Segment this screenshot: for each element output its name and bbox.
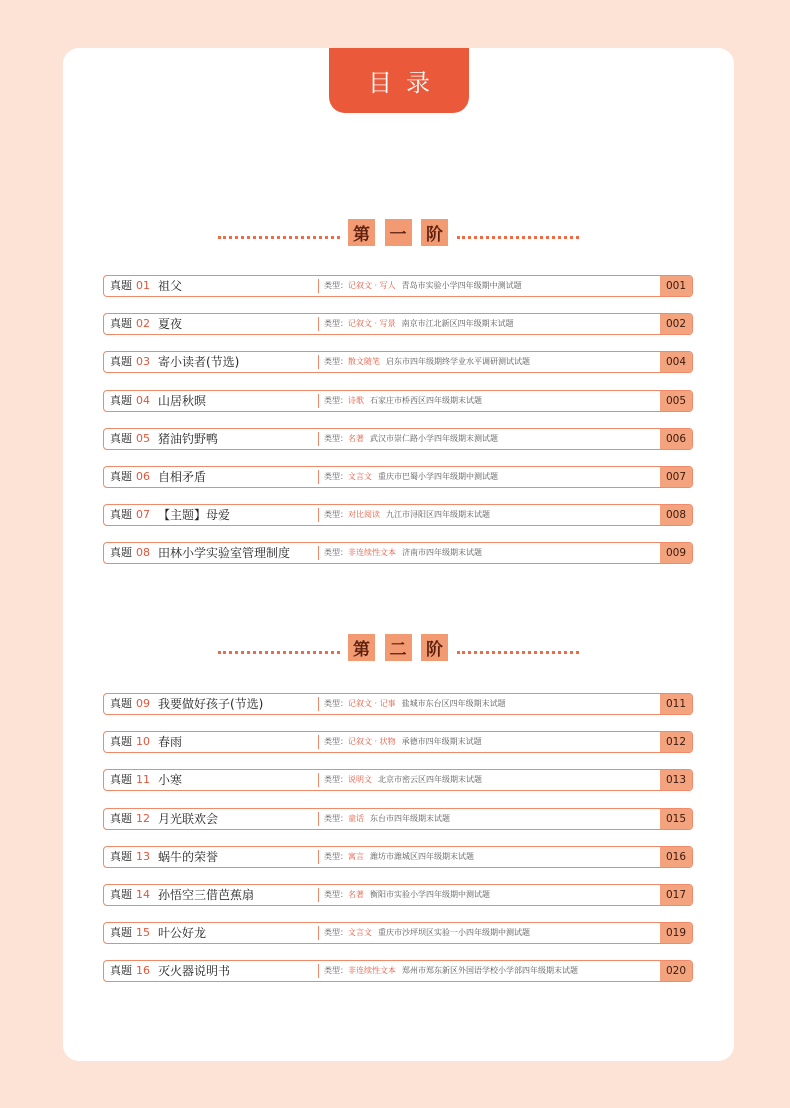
entry-label <box>110 847 150 867</box>
entry-label <box>110 467 150 487</box>
section-title-char: 一 <box>385 219 412 246</box>
entry-separator <box>318 355 319 369</box>
entry-type-prefix: 类型： <box>324 434 348 443</box>
entry-page-number: 019 <box>660 923 692 943</box>
entry-meta <box>324 732 482 752</box>
entry-label-text: 真题 <box>110 888 132 901</box>
entry-type: 非连续性文本 <box>348 966 396 975</box>
entry-number: 04 <box>136 394 150 407</box>
entry-source: 启东市四年级期终学业水平调研测试试题 <box>386 357 530 366</box>
toc-entry[interactable] <box>103 542 693 564</box>
entry-number: 11 <box>136 773 150 786</box>
page-title: 目录 <box>329 48 469 113</box>
entry-page-number: 007 <box>660 467 692 487</box>
entry-type: 诗歌 <box>348 396 364 405</box>
entry-source: 九江市浔阳区四年级期末试题 <box>386 510 490 519</box>
entry-source: 衡阳市实验小学四年级期中测试题 <box>370 890 490 899</box>
entry-label <box>110 961 150 981</box>
entry-type: 文言文 <box>348 928 372 937</box>
entry-separator <box>318 888 319 902</box>
entry-type: 记叙文 · 写人 <box>348 281 396 290</box>
entry-title: 灭火器说明书 <box>158 964 231 978</box>
entry-separator <box>318 735 319 749</box>
entry-type: 文言文 <box>348 472 372 481</box>
entry-type-prefix: 类型： <box>324 319 348 328</box>
entry-page-number: 016 <box>660 847 692 867</box>
entry-label <box>110 352 150 372</box>
entry-label <box>110 694 150 714</box>
entry-title: 猪油钓野鸭 <box>158 432 219 446</box>
entry-title: 叶公好龙 <box>158 926 207 940</box>
entry-number: 01 <box>136 279 150 292</box>
toc-entry[interactable] <box>103 351 693 373</box>
entry-type-prefix: 类型： <box>324 281 348 290</box>
entry-source: 青岛市实验小学四年级期中测试题 <box>401 281 522 290</box>
toc-entry[interactable] <box>103 731 693 753</box>
entry-number: 13 <box>136 850 150 863</box>
entry-page-number: 005 <box>660 391 692 411</box>
entry-type: 说明文 <box>348 775 372 784</box>
entry-source: 郑州市郑东新区外国语学校小学部四年级期末试题 <box>402 966 578 975</box>
entry-type-prefix: 类型： <box>324 814 348 823</box>
entry-type: 记叙文 · 写景 <box>348 319 396 328</box>
entry-type: 名著 <box>348 434 364 443</box>
entry-page-number: 004 <box>660 352 692 372</box>
section-title <box>348 630 448 666</box>
toc-entry[interactable] <box>103 884 693 906</box>
entry-type-prefix: 类型： <box>324 548 348 557</box>
entry-type: 记叙文 · 记事 <box>348 699 396 708</box>
entry-separator <box>318 697 319 711</box>
entry-label <box>110 391 150 411</box>
toc-entry[interactable] <box>103 504 693 526</box>
entry-source: 东台市四年级期末试题 <box>370 814 450 823</box>
entry-page-number: 020 <box>660 961 692 981</box>
section-title-char: 阶 <box>421 219 448 246</box>
entry-source: 武汉市崇仁路小学四年级期末测试题 <box>370 434 498 443</box>
entry-number: 09 <box>136 697 150 710</box>
entry-label-text: 真题 <box>110 470 132 483</box>
entry-title: 自相矛盾 <box>158 470 207 484</box>
dotted-divider-right <box>457 236 579 239</box>
entry-type-prefix: 类型： <box>324 699 348 708</box>
entry-title: 寄小读者(节选) <box>158 355 240 369</box>
entry-page-number: 002 <box>660 314 692 334</box>
entry-number: 14 <box>136 888 150 901</box>
entry-number: 05 <box>136 432 150 445</box>
entry-source: 北京市密云区四年级期末试题 <box>378 775 482 784</box>
entry-source: 重庆市沙坪坝区实验一小四年级期中测试题 <box>378 928 530 937</box>
entry-label-text: 真题 <box>110 850 132 863</box>
entry-label-text: 真题 <box>110 697 132 710</box>
entry-number: 02 <box>136 317 150 330</box>
entry-source: 盐城市东台区四年级期末试题 <box>401 699 506 708</box>
entry-meta <box>324 847 474 867</box>
entry-number: 16 <box>136 964 150 977</box>
entry-type-prefix: 类型： <box>324 472 348 481</box>
entry-meta <box>324 961 578 981</box>
entry-type-prefix: 类型： <box>324 737 348 746</box>
entry-separator <box>318 546 319 560</box>
toc-entry[interactable] <box>103 960 693 982</box>
entry-type-prefix: 类型： <box>324 357 348 366</box>
entry-label-text: 真题 <box>110 735 132 748</box>
entry-title: 小寒 <box>158 773 183 787</box>
section-title-char: 阶 <box>421 634 448 661</box>
entry-type: 记叙文 · 状物 <box>348 737 396 746</box>
toc-entry[interactable] <box>103 846 693 868</box>
toc-entry[interactable] <box>103 922 693 944</box>
toc-entry[interactable] <box>103 693 693 715</box>
entry-label <box>110 770 150 790</box>
dotted-divider-left <box>218 236 340 239</box>
section-title-char: 第 <box>348 634 375 661</box>
entry-label <box>110 732 150 752</box>
entry-type: 童话 <box>348 814 364 823</box>
entry-page-number: 009 <box>660 543 692 563</box>
entry-meta <box>324 505 490 525</box>
entry-meta <box>324 885 490 905</box>
toc-entry[interactable] <box>103 390 693 412</box>
entry-title: 月光联欢会 <box>158 812 219 826</box>
entry-number: 10 <box>136 735 150 748</box>
dotted-divider-left <box>218 651 340 654</box>
entry-type: 散文随笔 <box>348 357 380 366</box>
section-heading <box>0 630 790 670</box>
entry-type: 寓言 <box>348 852 364 861</box>
entry-meta <box>324 770 482 790</box>
entry-type-prefix: 类型： <box>324 510 348 519</box>
entry-label <box>110 923 150 943</box>
entry-meta <box>324 694 506 714</box>
entry-label-text: 真题 <box>110 546 132 559</box>
entry-number: 03 <box>136 355 150 368</box>
entry-label <box>110 505 150 525</box>
section-title <box>348 215 448 251</box>
toc-entry[interactable] <box>103 428 693 450</box>
entry-label <box>110 885 150 905</box>
toc-entry[interactable] <box>103 313 693 335</box>
entry-title: 孙悟空三借芭蕉扇 <box>158 888 255 902</box>
entry-title: 田林小学实验室管理制度 <box>158 546 291 560</box>
entry-type-prefix: 类型： <box>324 852 348 861</box>
entry-title: 夏夜 <box>158 317 183 331</box>
entry-separator <box>318 964 319 978</box>
entry-label-text: 真题 <box>110 355 132 368</box>
toc-entry[interactable] <box>103 466 693 488</box>
entry-meta <box>324 352 530 372</box>
entry-type-prefix: 类型： <box>324 928 348 937</box>
entry-label <box>110 276 150 296</box>
entry-label-text: 真题 <box>110 773 132 786</box>
entry-type-prefix: 类型： <box>324 890 348 899</box>
entry-label-text: 真题 <box>110 394 132 407</box>
entry-type: 名著 <box>348 890 364 899</box>
entry-type-prefix: 类型： <box>324 966 348 975</box>
entry-page-number: 015 <box>660 809 692 829</box>
entry-source: 承德市四年级期末试题 <box>401 737 482 746</box>
entry-title: 蜗牛的荣誉 <box>158 850 219 864</box>
entry-page-number: 006 <box>660 429 692 449</box>
entry-label-text: 真题 <box>110 432 132 445</box>
entry-source: 重庆市巴蜀小学四年级期中测试题 <box>378 472 498 481</box>
entry-separator <box>318 432 319 446</box>
entry-separator <box>318 508 319 522</box>
entry-separator <box>318 850 319 864</box>
entry-label <box>110 314 150 334</box>
entry-title: 我要做好孩子(节选) <box>158 697 264 711</box>
entry-separator <box>318 812 319 826</box>
entry-label-text: 真题 <box>110 317 132 330</box>
entry-source: 济南市四年级期末试题 <box>402 548 482 557</box>
toc-entry[interactable] <box>103 275 693 297</box>
entry-page-number: 013 <box>660 770 692 790</box>
entry-separator <box>318 926 319 940</box>
entry-page-number: 011 <box>660 694 692 714</box>
toc-entry[interactable] <box>103 769 693 791</box>
section-heading <box>0 215 790 255</box>
entry-meta <box>324 314 514 334</box>
entry-label-text: 真题 <box>110 279 132 292</box>
entry-meta <box>324 543 482 563</box>
entry-number: 06 <box>136 470 150 483</box>
entry-type: 非连续性文本 <box>348 548 396 557</box>
entry-type: 对比阅读 <box>348 510 380 519</box>
entry-title: 【主题】母爱 <box>158 508 231 522</box>
entry-meta <box>324 276 522 296</box>
entry-separator <box>318 279 319 293</box>
entry-number: 15 <box>136 926 150 939</box>
entry-number: 08 <box>136 546 150 559</box>
dotted-divider-right <box>457 651 579 654</box>
entry-label-text: 真题 <box>110 926 132 939</box>
entry-source: 南京市江北新区四年级期末试题 <box>401 319 514 328</box>
entry-label <box>110 543 150 563</box>
entry-label-text: 真题 <box>110 508 132 521</box>
entry-separator <box>318 773 319 787</box>
entry-title: 春雨 <box>158 735 183 749</box>
toc-entry[interactable] <box>103 808 693 830</box>
entry-meta <box>324 429 498 449</box>
entry-source: 潍坊市潍城区四年级期末试题 <box>370 852 474 861</box>
entry-label <box>110 429 150 449</box>
entry-separator <box>318 470 319 484</box>
entry-title: 山居秋暝 <box>158 394 207 408</box>
entry-page-number: 012 <box>660 732 692 752</box>
entry-meta <box>324 923 530 943</box>
entry-number: 12 <box>136 812 150 825</box>
entry-label-text: 真题 <box>110 812 132 825</box>
entry-page-number: 008 <box>660 505 692 525</box>
section-title-char: 第 <box>348 219 375 246</box>
entry-page-number: 001 <box>660 276 692 296</box>
section-title-char: 二 <box>385 634 412 661</box>
entry-meta <box>324 809 450 829</box>
entry-number: 07 <box>136 508 150 521</box>
entry-type-prefix: 类型： <box>324 775 348 784</box>
entry-label <box>110 809 150 829</box>
entry-meta <box>324 467 498 487</box>
entry-separator <box>318 317 319 331</box>
entry-type-prefix: 类型： <box>324 396 348 405</box>
entry-separator <box>318 394 319 408</box>
entry-title: 祖父 <box>158 279 183 293</box>
entry-source: 石家庄市桥西区四年级期末试题 <box>370 396 482 405</box>
entry-meta <box>324 391 482 411</box>
entry-page-number: 017 <box>660 885 692 905</box>
entry-label-text: 真题 <box>110 964 132 977</box>
